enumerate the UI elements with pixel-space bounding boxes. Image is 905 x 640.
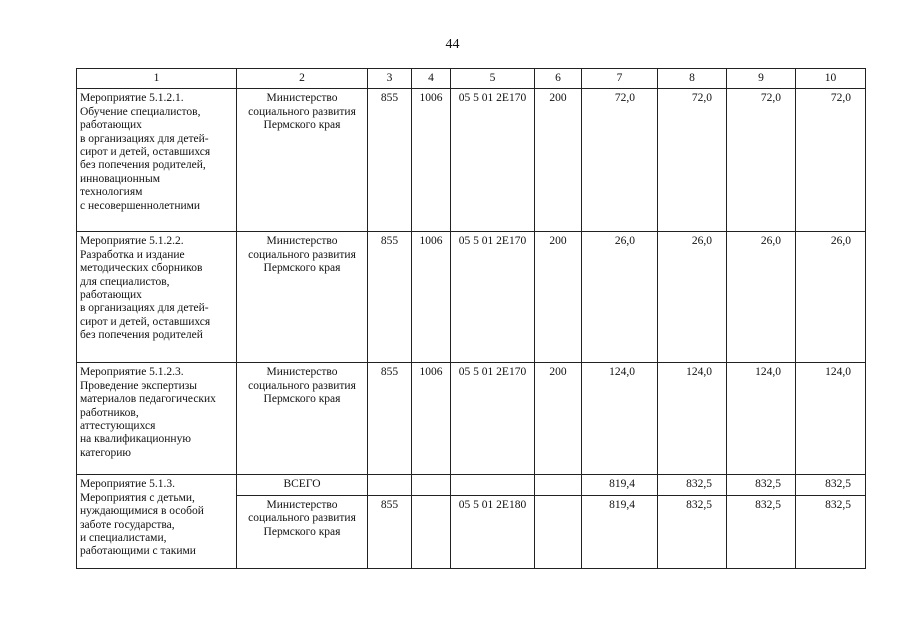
code-cell: 855 xyxy=(368,363,412,475)
code-cell: 855 xyxy=(368,495,412,568)
amount-cell: 124,0 xyxy=(796,363,866,475)
amount-cell: 26,0 xyxy=(727,232,796,363)
amount-cell: 72,0 xyxy=(658,89,727,232)
empty-cell xyxy=(412,475,451,495)
header-cell: 8 xyxy=(658,69,727,89)
amount-cell: 72,0 xyxy=(796,89,866,232)
total-label: ВСЕГО xyxy=(237,475,368,495)
budget-table xyxy=(76,68,866,569)
header-cell: 3 xyxy=(368,69,412,89)
amount-cell: 124,0 xyxy=(727,363,796,475)
table-row xyxy=(77,89,866,232)
code-cell: 05 5 01 2Е170 xyxy=(451,89,535,232)
page-number: 44 xyxy=(445,37,460,52)
code-cell: 1006 xyxy=(412,89,451,232)
event-cell: Мероприятие 5.1.2.3. Проведение экспертизы материалов педагогических работников, аттестующихся на квалификационную категорию xyxy=(77,363,237,475)
header-cell: 5 xyxy=(451,69,535,89)
header-cell: 7 xyxy=(582,69,658,89)
amount-cell: 832,5 xyxy=(796,495,866,568)
table-row xyxy=(77,363,866,475)
code-cell: 200 xyxy=(535,363,582,475)
table-row xyxy=(77,232,866,363)
executor-cell: Министерство социального развития Пермского края xyxy=(237,232,368,363)
total-row xyxy=(77,475,866,495)
amount-cell: 819,4 xyxy=(582,495,658,568)
amount-cell: 72,0 xyxy=(582,89,658,232)
amount-cell: 832,5 xyxy=(796,475,866,495)
executor-cell: Министерство социального развития Пермского края xyxy=(237,89,368,232)
amount-cell: 124,0 xyxy=(658,363,727,475)
empty-cell xyxy=(451,475,535,495)
amount-cell: 832,5 xyxy=(658,495,727,568)
header-cell: 1 xyxy=(77,69,237,89)
amount-cell: 832,5 xyxy=(727,475,796,495)
code-cell xyxy=(535,495,582,568)
amount-cell: 819,4 xyxy=(582,475,658,495)
code-cell: 200 xyxy=(535,89,582,232)
executor-cell: Министерство социального развития Пермского края xyxy=(237,363,368,475)
amount-cell: 26,0 xyxy=(796,232,866,363)
amount-cell: 72,0 xyxy=(727,89,796,232)
code-cell: 05 5 01 2Е170 xyxy=(451,232,535,363)
event-cell: Мероприятие 5.1.2.2. Разработка и издание методических сборников для специалистов, работающих в организациях для детей- сирот и детей, оставшихся без попечения родителей xyxy=(77,232,237,363)
empty-cell xyxy=(535,475,582,495)
header-cell: 9 xyxy=(727,69,796,89)
amount-cell: 832,5 xyxy=(727,495,796,568)
amount-cell: 26,0 xyxy=(658,232,727,363)
event-cell: Мероприятие 5.1.2.1. Обучение специалистов, работающих в организациях для детей- сирот и детей, оставшихся без попечения родителей, инновационным технологиям с несовершеннолетними xyxy=(77,89,237,232)
header-cell: 2 xyxy=(237,69,368,89)
code-cell: 200 xyxy=(535,232,582,363)
code-cell: 1006 xyxy=(412,232,451,363)
code-cell: 05 5 01 2Е170 xyxy=(451,363,535,475)
code-cell: 05 5 01 2Е180 xyxy=(451,495,535,568)
header-cell: 10 xyxy=(796,69,866,89)
amount-cell: 124,0 xyxy=(582,363,658,475)
event-cell: Мероприятие 5.1.3. Мероприятия с детьми, нуждающимися в особой заботе государства, и специалистами, работающими с такими xyxy=(77,475,237,568)
header-cell: 4 xyxy=(412,69,451,89)
code-cell: 855 xyxy=(368,232,412,363)
code-cell: 1006 xyxy=(412,363,451,475)
amount-cell: 832,5 xyxy=(658,475,727,495)
empty-cell xyxy=(368,475,412,495)
amount-cell: 26,0 xyxy=(582,232,658,363)
code-cell xyxy=(412,495,451,568)
executor-cell: Министерство социального развития Пермского края xyxy=(237,495,368,568)
code-cell: 855 xyxy=(368,89,412,232)
header-row xyxy=(77,69,866,89)
header-cell: 6 xyxy=(535,69,582,89)
